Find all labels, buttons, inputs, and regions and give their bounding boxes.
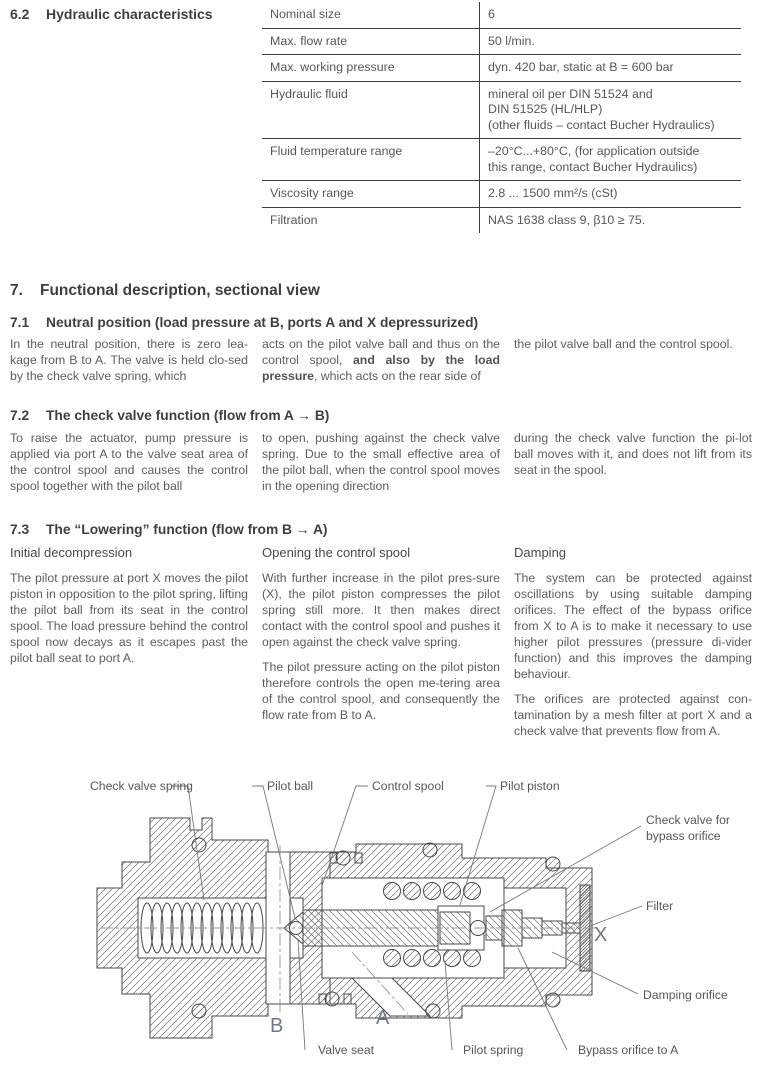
paragraph: The pilot pressure at port X moves the pilot piston in opposition to the pilot spring, lifting the pilot ball from its seat in the control spool. The load pressure behind the control spool now decays as it escapes past the pilot ball seat to port A. <box>10 571 248 665</box>
text-column-1: To raise the actuator, pump pressure is applied via port A to the valve seat area of the control spool and causes the control spool together with the pilot ball <box>10 431 248 493</box>
row-value: 50 l/min. <box>480 28 742 55</box>
text-column-3 <box>514 570 752 748</box>
table-row <box>262 28 741 55</box>
section-heading-7-1 <box>10 315 478 330</box>
section-heading-7-3 <box>10 522 328 537</box>
label-check-valve-spring: Check valve spring <box>90 779 193 793</box>
column-subhead-initial-decompression: Initial decompression <box>10 545 133 560</box>
label-check-valve-for-bypass-orifice: Check valve for <box>646 813 730 827</box>
label-pilot-piston: Pilot piston <box>500 779 560 793</box>
row-label: Fluid temperature range <box>262 139 480 181</box>
text-column-2 <box>262 570 500 748</box>
label-control-spool: Control spool <box>372 779 444 793</box>
row-value: NAS 1638 class 9, β10 ≥ 75. <box>480 207 742 233</box>
label-bypass-orifice-to-a: Bypass orifice to A <box>578 1043 679 1057</box>
table-row <box>262 55 741 82</box>
row-label: Nominal size <box>262 2 480 28</box>
label-check-valve-for-bypass-orifice: bypass orifice <box>646 829 721 843</box>
port-b-label: B <box>270 1015 284 1037</box>
section-title: Functional description, sectional view <box>40 282 320 299</box>
section-title: Hydraulic characteristics <box>46 6 213 22</box>
paragraph: The orifices are protected against con-tamination by a mesh filter at port X and a check valve that prevents flow from A. <box>514 692 752 738</box>
table-row <box>262 2 741 28</box>
row-value: 6 <box>480 2 742 28</box>
paragraph: With further increase in the pilot pres-sure (X), the pilot piston compresses the pilot spring still more. It then makes direct contact with the control spool and pushes it open against the check valve spring. <box>262 571 500 649</box>
label-valve-seat: Valve seat <box>318 1043 375 1057</box>
text-column-2 <box>262 336 500 384</box>
section-7-3-columns <box>10 570 754 748</box>
paragraph: The system can be protected against oscillations by using suitable damping orifices. The effect of the bypass orifice from X to A is to make it necessary to use higher pilot pressures (pressure di-vider function) and this improves the damping behaviour. <box>514 571 752 681</box>
table-row <box>262 207 741 233</box>
port-a-label: A <box>376 1007 390 1029</box>
table-row <box>262 139 741 181</box>
section-number: 7. <box>10 282 23 299</box>
sectional-view-diagram <box>0 768 764 1072</box>
row-value: 2.8 ... 1500 mm²/s (cSt) <box>480 181 742 208</box>
section-heading-functional-description <box>10 282 320 300</box>
section-number: 7.3 <box>10 522 30 537</box>
text-column-3: the pilot valve ball and the control spool. <box>514 337 733 351</box>
section-title: Neutral position (load pressure at B, ports A and X depressurized) <box>46 315 479 330</box>
row-label: Max. working pressure <box>262 55 480 82</box>
port-x-label: X <box>594 924 608 946</box>
text-plain: acts on the pilot valve ball and thus on the control spool, <box>262 337 500 367</box>
table-row <box>262 81 741 139</box>
column-subhead-damping: Damping <box>514 545 567 560</box>
row-value: dyn. 420 bar, static at B = 600 bar <box>480 55 742 82</box>
text-column-3: during the check valve function the pi-lot ball moves with it, and does not lift from its seat in the spool. <box>514 431 752 477</box>
section-7-1-columns <box>10 336 754 384</box>
section-title: The “Lowering” function (flow from B → A) <box>46 522 328 537</box>
text-plain: , which acts on the rear side of <box>313 369 481 383</box>
text-column-2: to open, pushing against the check valve spring. Due to the small effective area of the pilot ball, when the control spool moves in the opening direction <box>262 431 500 493</box>
row-label: Max. flow rate <box>262 28 480 55</box>
text-column-1: In the neutral position, there is zero lea-kage from B to A. The valve is held clo-sed by the check valve spring, which <box>10 337 248 383</box>
section-heading-hydraulic-characteristics <box>10 6 213 22</box>
label-damping-orifice: Damping orifice <box>643 988 728 1002</box>
section-title: The check valve function (flow from A → B) <box>46 408 330 423</box>
table-row <box>262 181 741 208</box>
row-label: Hydraulic fluid <box>262 81 480 139</box>
row-label: Viscosity range <box>262 181 480 208</box>
section-number: 7.2 <box>10 408 30 423</box>
label-pilot-spring: Pilot spring <box>463 1043 524 1057</box>
paragraph: The pilot pressure acting on the pilot piston therefore controls the open me-tering area of the control spool, and consequently the flow rate from B to A. <box>262 660 500 722</box>
text-bold: and also by the load pressure <box>262 353 500 383</box>
section-number: 6.2 <box>10 6 30 22</box>
label-pilot-ball: Pilot ball <box>267 779 314 793</box>
row-value: mineral oil per DIN 51524 and DIN 51525 (HL/HLP) (other fluids – contact Bucher Hydraulics) <box>480 81 742 139</box>
row-value: –20°C...+80°C, (for application outside this range, contact Bucher Hydraulics) <box>480 139 742 181</box>
text-column-1 <box>10 570 248 748</box>
column-subhead-opening-control-spool: Opening the control spool <box>262 545 411 560</box>
section-heading-7-2 <box>10 408 329 423</box>
section-7-3-subheads <box>10 545 754 571</box>
label-filter: Filter <box>646 899 674 913</box>
section-number: 7.1 <box>10 315 30 330</box>
section-7-2-columns <box>10 430 754 494</box>
row-label: Filtration <box>270 212 318 227</box>
hydraulic-characteristics-table <box>262 2 741 233</box>
